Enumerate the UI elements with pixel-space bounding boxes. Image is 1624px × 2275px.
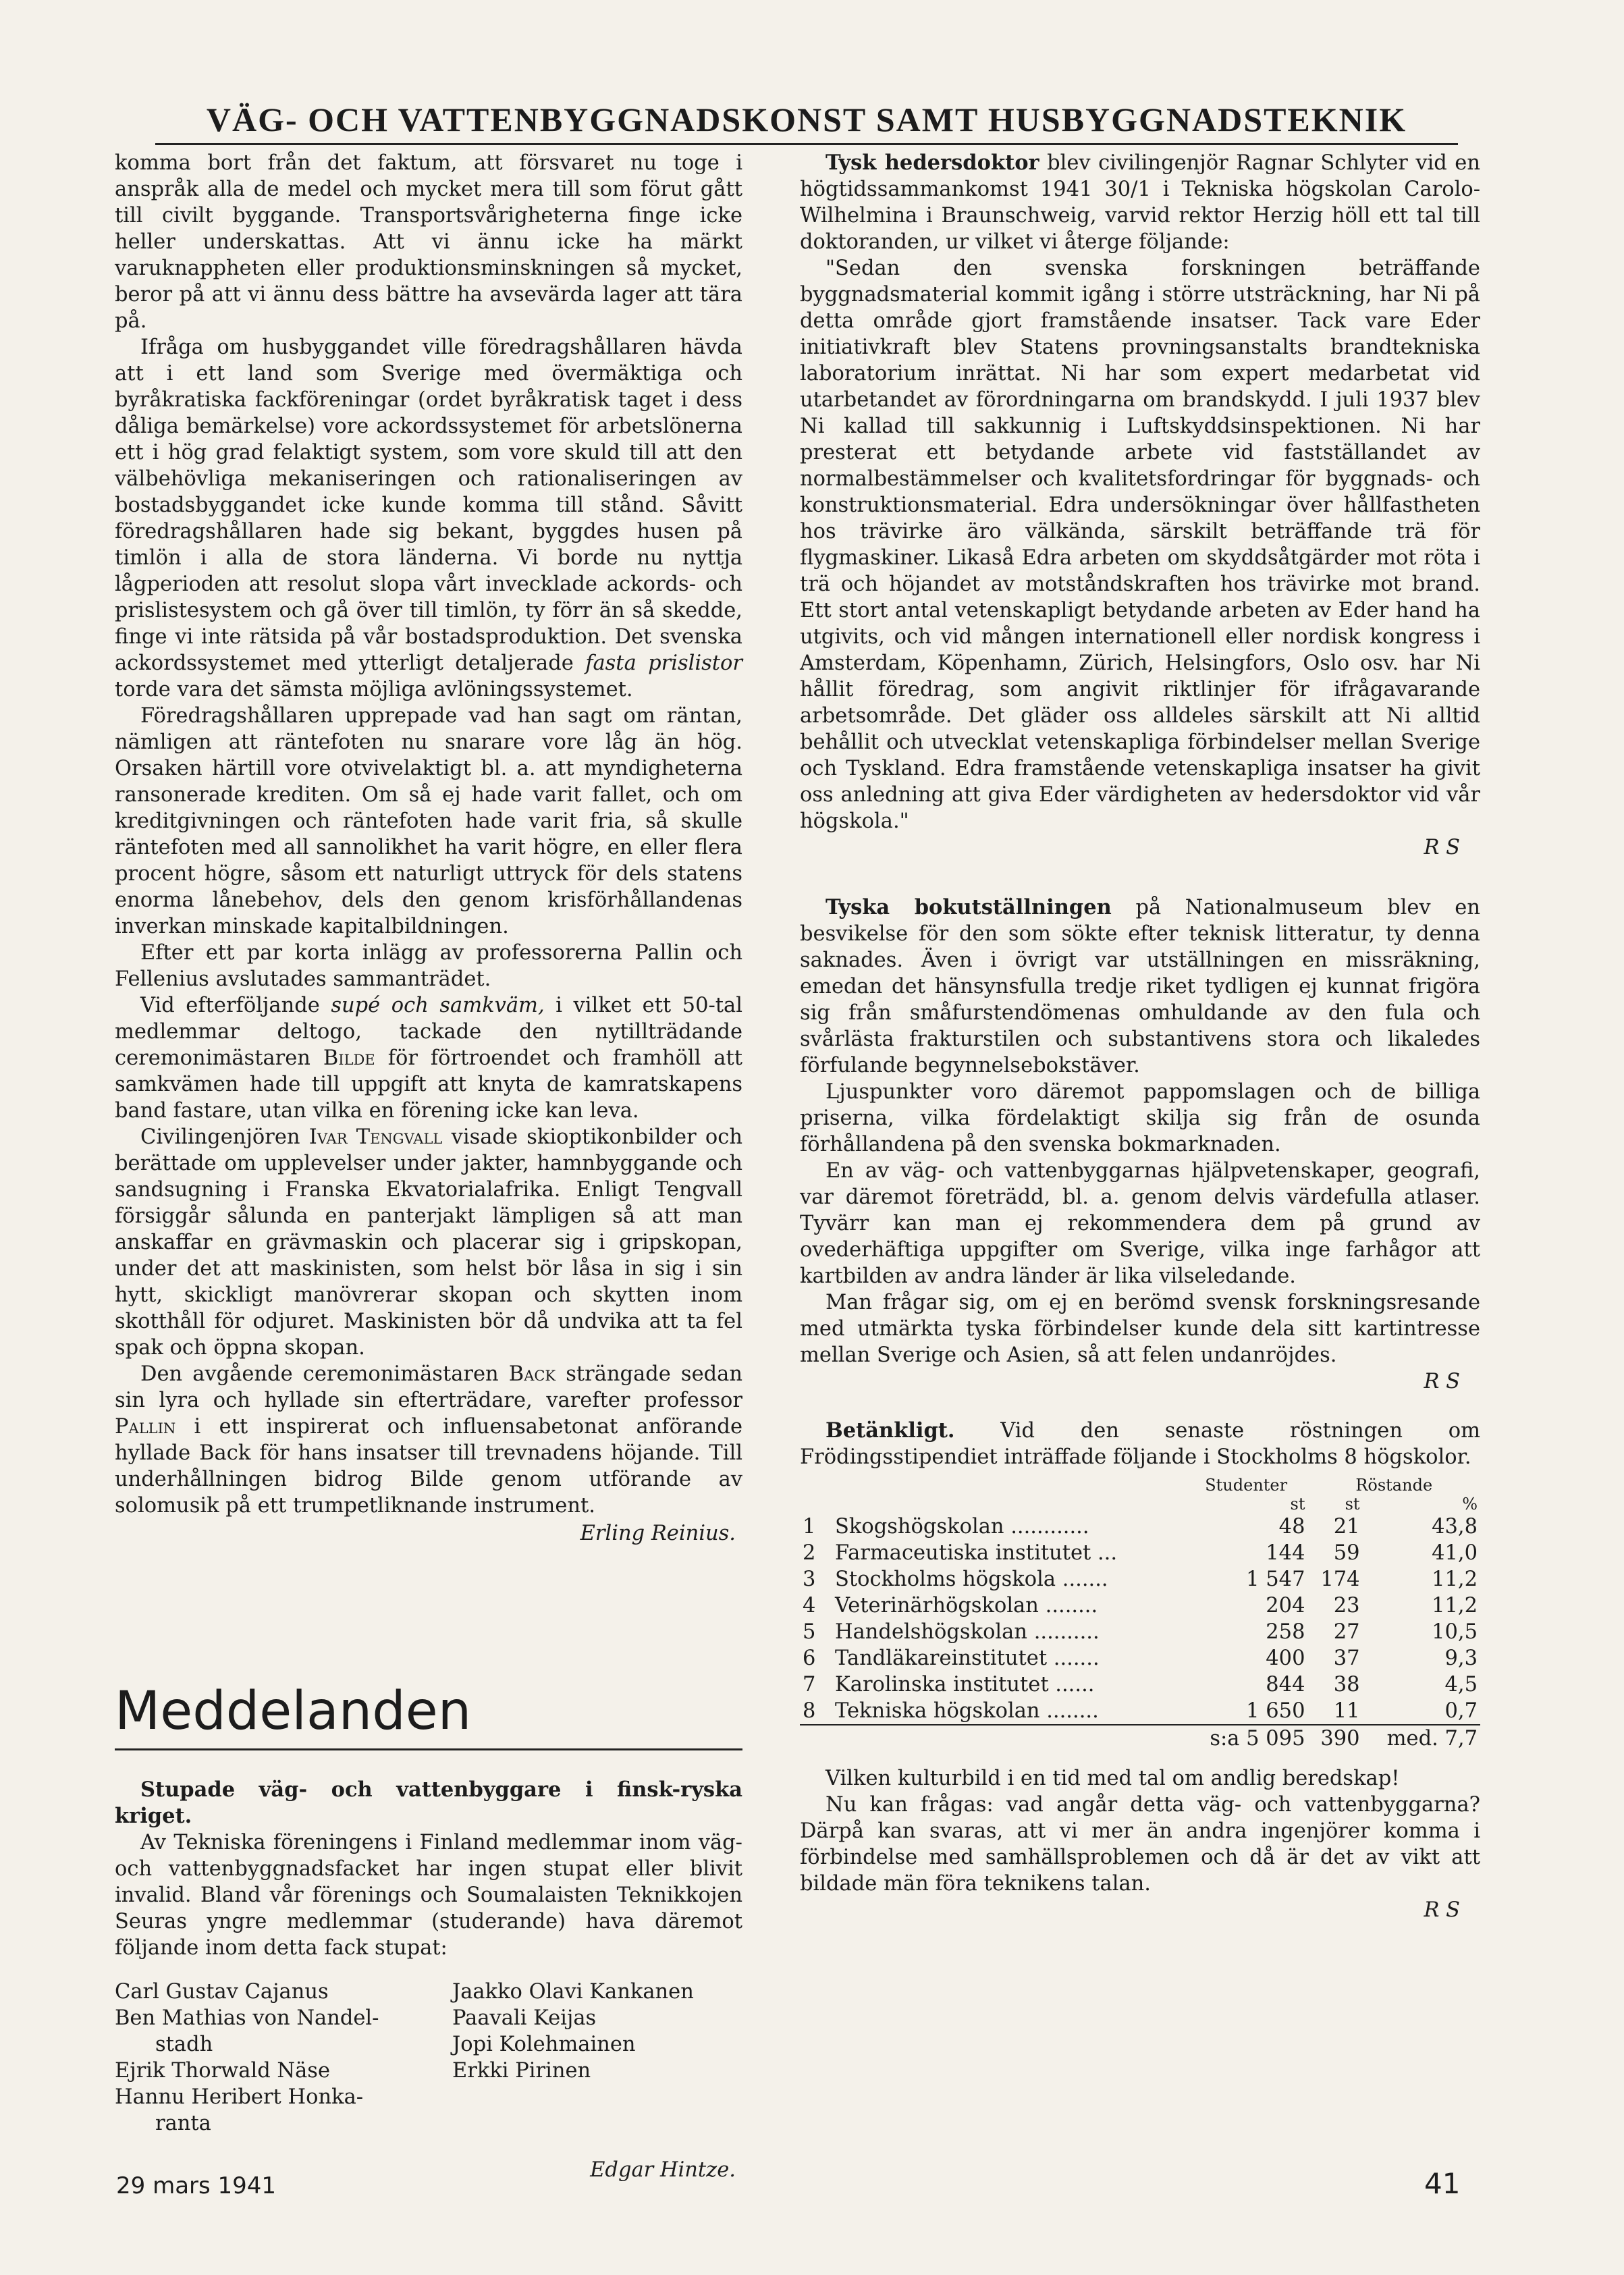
name-item: Ben Mathias von Nandel- bbox=[115, 2006, 379, 2030]
table-cell-rost: 11 bbox=[1333, 1699, 1360, 1723]
table-cell-pct: 10,5 bbox=[1432, 1620, 1478, 1644]
table-row bbox=[800, 1593, 1480, 1619]
stupade-notice bbox=[115, 1777, 742, 2183]
paragraph: Tyska bokutställningen på Nationalmuseum blev en besvikelse för den som sökte efter teknisk litteratur, ty denna saknades. Även i övrigt var utställningen en missräkning, emedan det hänsynsfulla tredje riket tydligen ej kunnat frigöra sig från småfurstendömenas omhuldande av den fula och svårlästa frakturstilen och substantivens stora och likaledes förfulande begynnelsebokstäver. bbox=[800, 895, 1480, 1077]
paragraph: Vid efterföljande supé och samkväm, i vilket ett 50-tal medlemmar deltogo, tackade den nytillträdande ceremonimästaren Bilde för förtroendet och framhöll att samkvämen hade till uppgift att knyta de kamratskapens band fastare, utan vilka en förening icke kan leva. bbox=[115, 994, 742, 1123]
paragraph: Den avgående ceremonimästaren Back strängade sedan sin lyra och hyllade sin efterträdare, varefter professor Pallin i ett inspirerat och influensabetonat anförande hyllade Back för hans insatser till trevnadens höjande. Till underhållningen bidrog Bilde genom utförande av solomusik på ett trumpetliknande instrument. bbox=[115, 1362, 742, 1518]
page-number: 41 bbox=[1424, 2167, 1461, 2200]
name-item: Carl Gustav Cajanus bbox=[115, 1980, 329, 2004]
table-cell-n: 7 bbox=[803, 1673, 816, 1696]
names-left bbox=[115, 1979, 452, 2137]
table-row bbox=[800, 1540, 1480, 1566]
table-cell-pct: 41,0 bbox=[1432, 1541, 1478, 1565]
table-cell-stud: 48 bbox=[1278, 1515, 1305, 1538]
paragraph: Av Tekniska föreningens i Finland medlemmar inom väg- och vattenbyggnadsfacket har ingen stupat eller blivit invalid. Bland vår förenings och Soumalaisten Teknikkojen Seuras yngre medlemmar (studerande) hava däremot följande inom detta fack stupat: bbox=[115, 1831, 742, 1960]
paragraph: En av väg- och vattenbyggarnas hjälpvetenskaper, geografi, var däremot företrädd, bl. a. genom delvis värdefulla atlaser. Tyvärr kan man ej rekommendera dem på grund av ovederhäftiga uppgifter om Sverige, vilka inge farhågor att kartbilden av andra länder är lika vilseledande. bbox=[800, 1159, 1480, 1288]
table-row bbox=[800, 1514, 1480, 1540]
right-column bbox=[800, 150, 1480, 1923]
voting-table bbox=[800, 1476, 1480, 1752]
name-item: Jopi Kolehmainen bbox=[452, 2033, 636, 2056]
table-cell-rost: 21 bbox=[1333, 1515, 1360, 1538]
paragraph: Föredragshållaren upprepade vad han sagt om räntan, nämligen att räntefoten nu snarare vore låg än hög. Orsaken härtill vore otvivelaktigt bl. a. att myndigheterna ransonerade krediten. Om så ej hade varit fallet, och om kreditgivningen och räntefoten hade varit fria, så skulle räntefoten med all sannolikhet ha varit högre, en eller flera procent högre, såsom ett naturligt uttryck för dels statens enorma lånebehov, dels den genom krisförhållandenas inverkan minskade kapitalbildningen. bbox=[115, 704, 742, 938]
table-cell-name: Farmaceutiska institutet ... bbox=[835, 1541, 1118, 1565]
table-cell-name: Veterinärhögskolan ........ bbox=[835, 1594, 1098, 1617]
paragraph: Man frågar sig, om ej en berömd svensk forskningsresande med utmärkta tyska förbindelser kunde dela sitt kartintresse mellan Sverige och Asien, så att felen undanröjdes. bbox=[800, 1291, 1480, 1367]
left-column bbox=[115, 150, 742, 1547]
table-cell-n: 6 bbox=[803, 1647, 816, 1670]
paragraph: Tysk hedersdoktor blev civilingenjör Ragnar Schlyter vid en högtidssammankomst 1941 30/1 i Tekniska högskolan Carolo-Wilhelmina i Braunschweig, varvid rektor Herzig höll ett tal till doktoranden, ur vilket vi återge följande: bbox=[800, 151, 1480, 254]
author-signature: R S bbox=[1424, 1370, 1460, 1393]
table-row bbox=[800, 1645, 1480, 1671]
paragraph: Civilingenjören Ivar Tengvall visade skioptikonbilder och berättade om upplevelser under jakter, hamnbyggande och sandsugning i Franska Ekvatorialafrika. Enligt Tengvall försiggår sålunda en panterjakt lämpligen så att man anskaffar en grävmaskin och placerar sig i gripskopan, under det att maskinisten, som helst bör låsa in sig i sin hytt, skickligt manövrerar skopan och skytten inom skotthåll för odjuret. Maskinisten bör då undvika att ta fel spak och öppna skopan. bbox=[115, 1125, 742, 1360]
author-signature: R S bbox=[1424, 836, 1460, 859]
table-cell-rost: 37 bbox=[1333, 1647, 1360, 1670]
paragraph: Ifråga om husbyggandet ville föredragshållaren hävda att i ett land som Sverige med övermäktiga och byråkratiska fackföreningar (ordet byråkratisk taget i dess dåliga bemärkelse) vore ackordssystemet för arbetslönerna ett i hög grad felaktigt system, som vore skuld till att den välbehövliga mekaniseringen och rationaliseringen av bostadsbyggandet icke kunde komma till stånd. Såvitt föredragshållaren hade sig bekant, byggdes husen på timlön i alla de stora länderna. Vi borde nu nyttja lågperioden att resolut slopa vårt invecklade ackords- och prislistesystem och gå över till timlön, ty förr än så skedde, finge vi inte rätsida på vår bostadsproduktion. Det svenska ackordssystemet med ytterligt detaljerade fasta prislistor torde vara det sämsta möjliga avlöningssystemet. bbox=[115, 336, 742, 701]
table-total-row: s:a 5 095 390 med. 7,7 bbox=[800, 1725, 1480, 1752]
table-cell-stud: 1 650 bbox=[1246, 1699, 1305, 1723]
table-row bbox=[800, 1619, 1480, 1645]
table-cell-name: Tekniska högskolan ........ bbox=[835, 1699, 1099, 1723]
table-cell-pct: 4,5 bbox=[1444, 1673, 1478, 1696]
table-subheader: st st % bbox=[1290, 1495, 1478, 1514]
table-cell-stud: 400 bbox=[1266, 1647, 1305, 1670]
table-cell-rost: 174 bbox=[1320, 1568, 1360, 1591]
table-header: Studenter Röstande bbox=[1205, 1476, 1433, 1495]
table-row bbox=[800, 1566, 1480, 1593]
table-cell-stud: 144 bbox=[1266, 1541, 1305, 1565]
table-cell-stud: 258 bbox=[1266, 1620, 1305, 1644]
table-cell-stud: 1 547 bbox=[1246, 1568, 1305, 1591]
section-title: Meddelanden bbox=[115, 1681, 742, 1750]
paragraph: Vilken kulturbild i en tid med tal om andlig beredskap! bbox=[825, 1767, 1400, 1790]
table-cell-n: 2 bbox=[803, 1541, 816, 1565]
paragraph: Efter ett par korta inlägg av professorerna Pallin och Fellenius avslutades sammanträdet. bbox=[115, 941, 742, 991]
table-cell-pct: 0,7 bbox=[1444, 1699, 1478, 1723]
table-cell-name: Stockholms högskola ....... bbox=[835, 1568, 1108, 1591]
table-cell-name: Skogshögskolan ............ bbox=[835, 1515, 1089, 1538]
table-cell-pct: 43,8 bbox=[1432, 1515, 1478, 1538]
paragraph: komma bort från det faktum, att försvaret nu toge i anspråk alla de medel och mycket mera till som förut gått till civilt byggande. Transportsvårigheterna finge icke heller underskattas. Att vi ännu icke ha märkt varuknappheten eller produktionsminskningen så mycket, beror på att vi ännu dess bättre ha avsevärda lager att tära på. bbox=[115, 151, 742, 333]
table-cell-stud: 204 bbox=[1266, 1594, 1305, 1617]
page-header: VÄG- OCH VATTENBYGGNADSKONST SAMT HUSBYGGNADSTEKNIK bbox=[155, 100, 1458, 145]
table-cell-rost: 59 bbox=[1333, 1541, 1360, 1565]
table-cell-n: 4 bbox=[803, 1594, 816, 1617]
names-right bbox=[452, 1979, 742, 2137]
names-list bbox=[115, 1979, 742, 2137]
table-cell-pct: 11,2 bbox=[1432, 1568, 1478, 1591]
author-signature: Erling Reinius. bbox=[580, 1522, 736, 1545]
table-cell-pct: 11,2 bbox=[1432, 1594, 1478, 1617]
paragraph: Nu kan frågas: vad angår detta väg- och vattenbyggarna? Därpå kan svaras, att vi mer än andra ingenjörer komma i förbindelse med samhällsproblemen och då är det av vikt att bildade män föra teknikens talan. bbox=[800, 1793, 1480, 1896]
issue-date: 29 mars 1941 bbox=[116, 2172, 277, 2199]
paragraph: Betänkligt. Vid den senaste röstningen om Frödingsstipendiet inträffade följande i Stockholms 8 högskolor. bbox=[800, 1418, 1480, 1469]
name-item: Paavali Keijas bbox=[452, 2006, 597, 2030]
name-item: Erkki Pirinen bbox=[452, 2059, 591, 2083]
name-item: Jaakko Olavi Kankanen bbox=[452, 1980, 694, 2004]
author-signature: Edgar Hintze. bbox=[590, 2158, 736, 2182]
table-cell-n: 1 bbox=[803, 1515, 816, 1538]
table-cell-pct: 9,3 bbox=[1444, 1647, 1478, 1670]
paragraph: "Sedan den svenska forskningen beträffande byggnadsmaterial kommit igång i större utsträckning, har Ni på detta område gjort framstående insatser. Tack vare Eder initiativkraft blev Statens provningsanstalts brandtekniska laboratorium inrättat. Ni har som expert medarbetat vid utarbetandet av förordningarna om brandskydd. I juli 1937 blev Ni kallad till sakkunnig i Luftskyddsinspektionen. Ni har presterat ett betydande arbete vid fastställandet av normalbestämmelser och kvalitetsfordringar för byggnads- och konstruktionsmaterial. Edra undersökningar över hållfastheten hos trävirke äro välkända, särskilt beträffande trä för flygmaskiner. Likaså Edra arbeten om skyddsåtgärder mot röta i trä och höjandet av motståndskraften hos trävirke mot brand. Ett stort antal vetenskapligt betydande arbeten av Eder hand ha utgivits, och vid mången internationell eller nordisk kongress i Amsterdam, Köpenhamn, Zürich, Helsingfors, Oslo osv. har Ni hållit föredrag, som angivit riktlinjer för ifrågavarande arbetsområde. Det gläder oss alldeles särskilt att Ni alltid behållit och utvecklat vetenskapliga förbindelser mellan Sverige och Tyskland. Edra framstående vetenskapliga insatser ha givit oss anledning att giva Eder värdigheten av hedersdoktor vid vår högskola." bbox=[800, 257, 1480, 833]
table-cell-name: Tandläkareinstitutet ....... bbox=[835, 1647, 1100, 1670]
table-cell-rost: 27 bbox=[1333, 1620, 1360, 1644]
table-row bbox=[800, 1671, 1480, 1698]
table-cell-name: Handelshögskolan .......... bbox=[835, 1620, 1100, 1644]
table-cell-rost: 23 bbox=[1333, 1594, 1360, 1617]
table-row bbox=[800, 1698, 1480, 1725]
paragraph: Ljuspunkter voro däremot pappomslagen och de billiga priserna, vilka fördelaktigt skilja sig från de osunda förhållandena på den svenska bokmarknaden. bbox=[800, 1080, 1480, 1156]
table-cell-name: Karolinska institutet ...... bbox=[835, 1673, 1095, 1696]
notice-heading: Stupade väg- och vattenbyggare i finsk-ryska kriget. bbox=[115, 1777, 742, 1828]
table-cell-n: 8 bbox=[803, 1699, 816, 1723]
name-item: ranta bbox=[155, 2112, 211, 2135]
name-item: Ejrik Thorwald Näse bbox=[115, 2059, 330, 2083]
table-cell-n: 3 bbox=[803, 1568, 816, 1591]
table-cell-stud: 844 bbox=[1266, 1673, 1305, 1696]
table-cell-rost: 38 bbox=[1333, 1673, 1360, 1696]
name-item: stadh bbox=[155, 2033, 213, 2056]
table-cell-n: 5 bbox=[803, 1620, 816, 1644]
author-signature: R S bbox=[1424, 1898, 1460, 1922]
name-item: Hannu Heribert Honka- bbox=[115, 2085, 364, 2109]
